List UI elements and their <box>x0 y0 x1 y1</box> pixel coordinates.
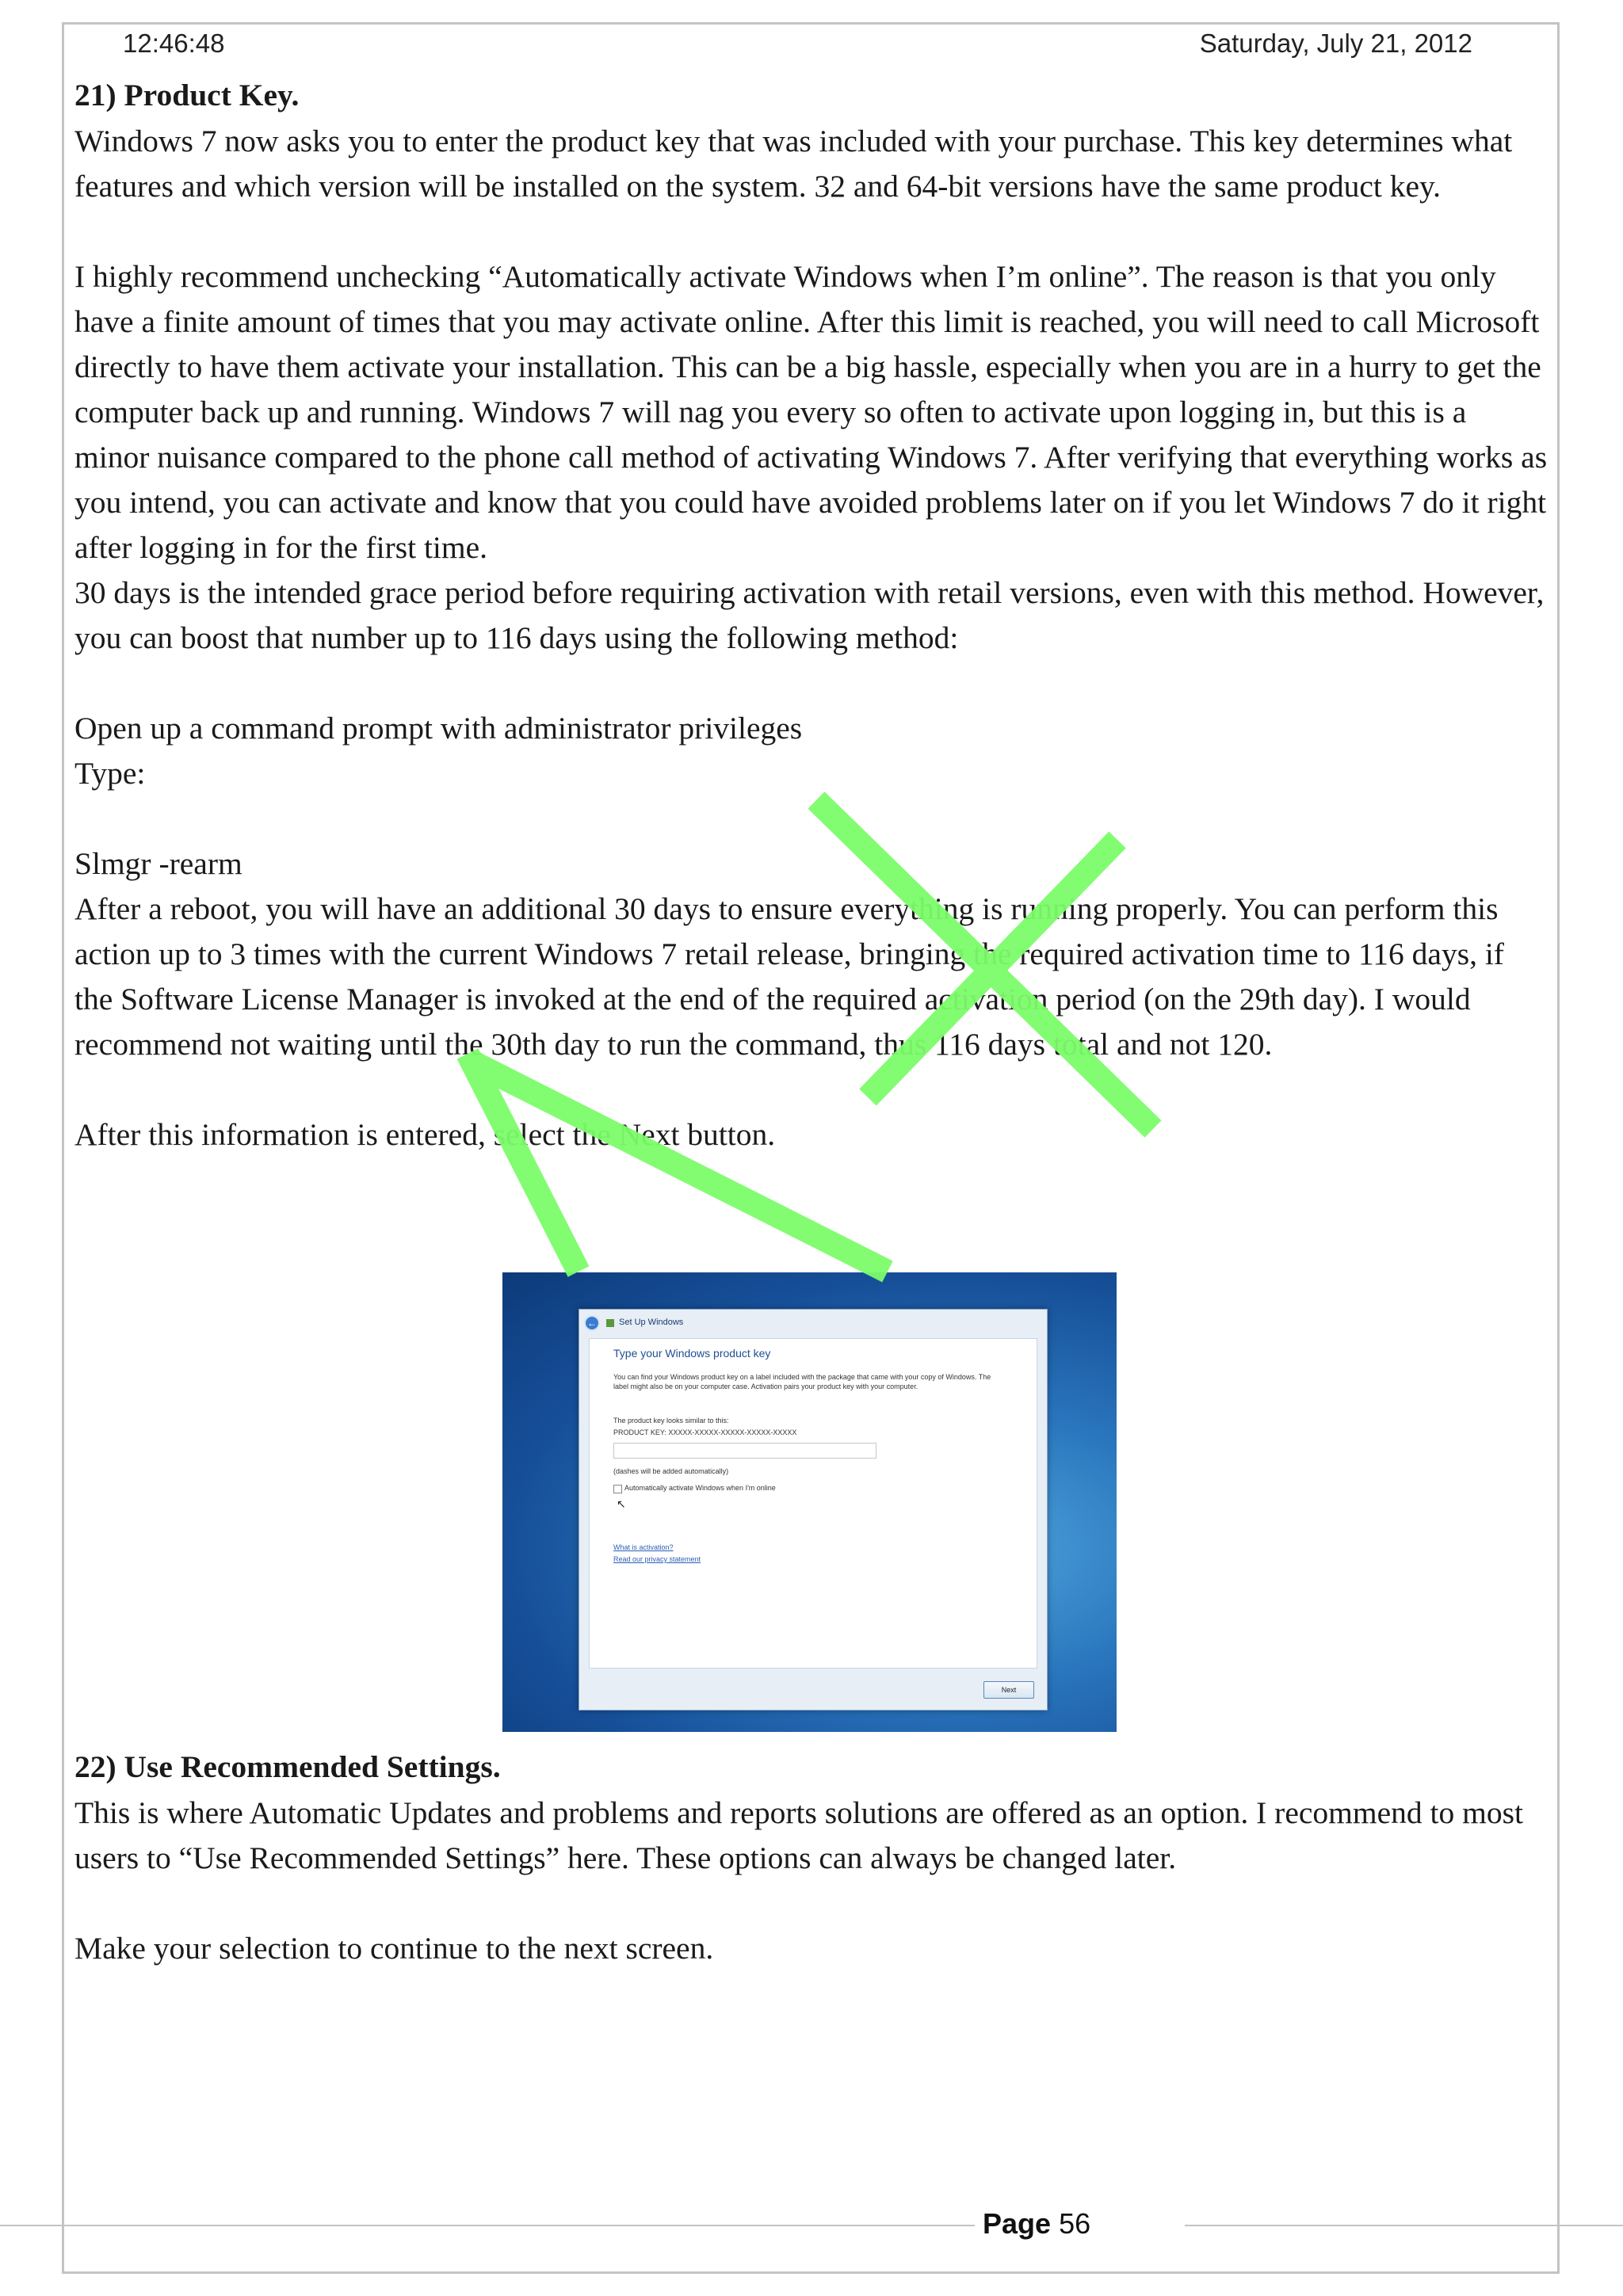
section-21-paragraph-8: After this information is entered, select the Next button. <box>74 1117 776 1152</box>
section-21-paragraph-5: Type: <box>74 756 146 791</box>
section-22-paragraph-2: Make your selection to continue to the next screen. <box>74 1931 714 1966</box>
section-21-paragraph-7: After a reboot, you will have an additional 30 days to ensure everything is running properly. You can perform this action up to 3 times with the current Windows 7 retail release, bringing the required activation time to 116 days, if the Software License Manager is invoked at the end of the required activation period (on the 29th day). I would recommend not waiting until the 30th day to run the command, thus 116 days total and not 120. <box>74 891 1504 1062</box>
auto-activate-checkbox <box>613 1485 622 1493</box>
privacy-statement-link: Read our privacy statement <box>613 1555 701 1563</box>
auto-activate-label: Automatically activate Windows when I'm online <box>624 1484 776 1492</box>
page-header <box>123 29 1472 60</box>
page-label: Page <box>983 2207 1052 2240</box>
setup-windows-icon <box>606 1319 614 1327</box>
footer-rule-left <box>0 2225 975 2226</box>
mouse-cursor-icon: ↖ <box>617 1497 626 1510</box>
setup-screenshot <box>502 1272 1117 1732</box>
section-21-paragraph-4: Open up a command prompt with administrator privileges <box>74 711 803 746</box>
setup-dashes-note: (dashes will be added automatically) <box>613 1467 729 1475</box>
setup-window <box>579 1309 1048 1711</box>
product-key-input <box>613 1443 876 1459</box>
setup-description: You can find your Windows product key on a label included with the package that came with your copy of Windows. The label might also be on your computer case. Activation pairs your product key with your computer. <box>613 1373 991 1390</box>
setup-next-button: Next <box>983 1681 1034 1699</box>
setup-titlebar <box>579 1310 1047 1337</box>
header-date: Saturday, July 21, 2012 <box>1199 29 1472 58</box>
setup-window-title: Set Up Windows <box>619 1318 684 1327</box>
setup-content-panel <box>589 1338 1037 1669</box>
document-body-continued <box>74 1743 1549 1971</box>
section-21-paragraph-2: I highly recommend unchecking “Automatically activate Windows when I’m online”. The reason is that you only have a finite amount of times that you may activate online. After this limit is reached, you will need to call Microsoft directly to have them activate your installation. This can be a big hassle, especially when you are in a hurry to get the computer back up and running. Windows 7 will nag you every so often to activate upon logging in, but this is a minor nuisance compared to the phone call method of activating Windows 7. After verifying that everything works as you intend, you can activate and know that you could have avoided problems later on if you let Windows 7 do it right after logging in for the first time. <box>74 259 1548 565</box>
page-footer <box>983 2207 1090 2241</box>
section-21-paragraph-3: 30 days is the intended grace period before requiring activation with retail versions, even with this method. However, you can boost that number up to 116 days using the following method: <box>74 575 1545 655</box>
what-is-activation-link: What is activation? <box>613 1543 674 1551</box>
back-arrow-icon: ← <box>584 1315 600 1331</box>
setup-similar-label: The product key looks similar to this: <box>613 1417 729 1425</box>
section-21-heading: 21) Product Key. <box>74 78 300 113</box>
header-time: 12:46:48 <box>123 29 225 58</box>
document-body <box>74 71 1549 1158</box>
section-21-paragraph-1: Windows 7 now asks you to enter the product key that was included with your purchase. This key determines what features and which version will be installed on the system. 32 and 64-bit versions have the same product key. <box>74 124 1513 204</box>
footer-rule-right <box>1185 2225 1623 2226</box>
setup-product-key-example: PRODUCT KEY: XXXXX-XXXXX-XXXXX-XXXXX-XXXXX <box>613 1428 797 1436</box>
setup-heading: Type your Windows product key <box>613 1347 771 1360</box>
section-21-command: Slmgr -rearm <box>74 846 242 881</box>
page-number: 56 <box>1059 2207 1091 2240</box>
section-22-heading: 22) Use Recommended Settings. <box>74 1749 501 1784</box>
section-22-paragraph-1: This is where Automatic Updates and problems and reports solutions are offered as an option. I recommend to most users to “Use Recommended Settings” here. These options can always be changed later. <box>74 1795 1523 1875</box>
